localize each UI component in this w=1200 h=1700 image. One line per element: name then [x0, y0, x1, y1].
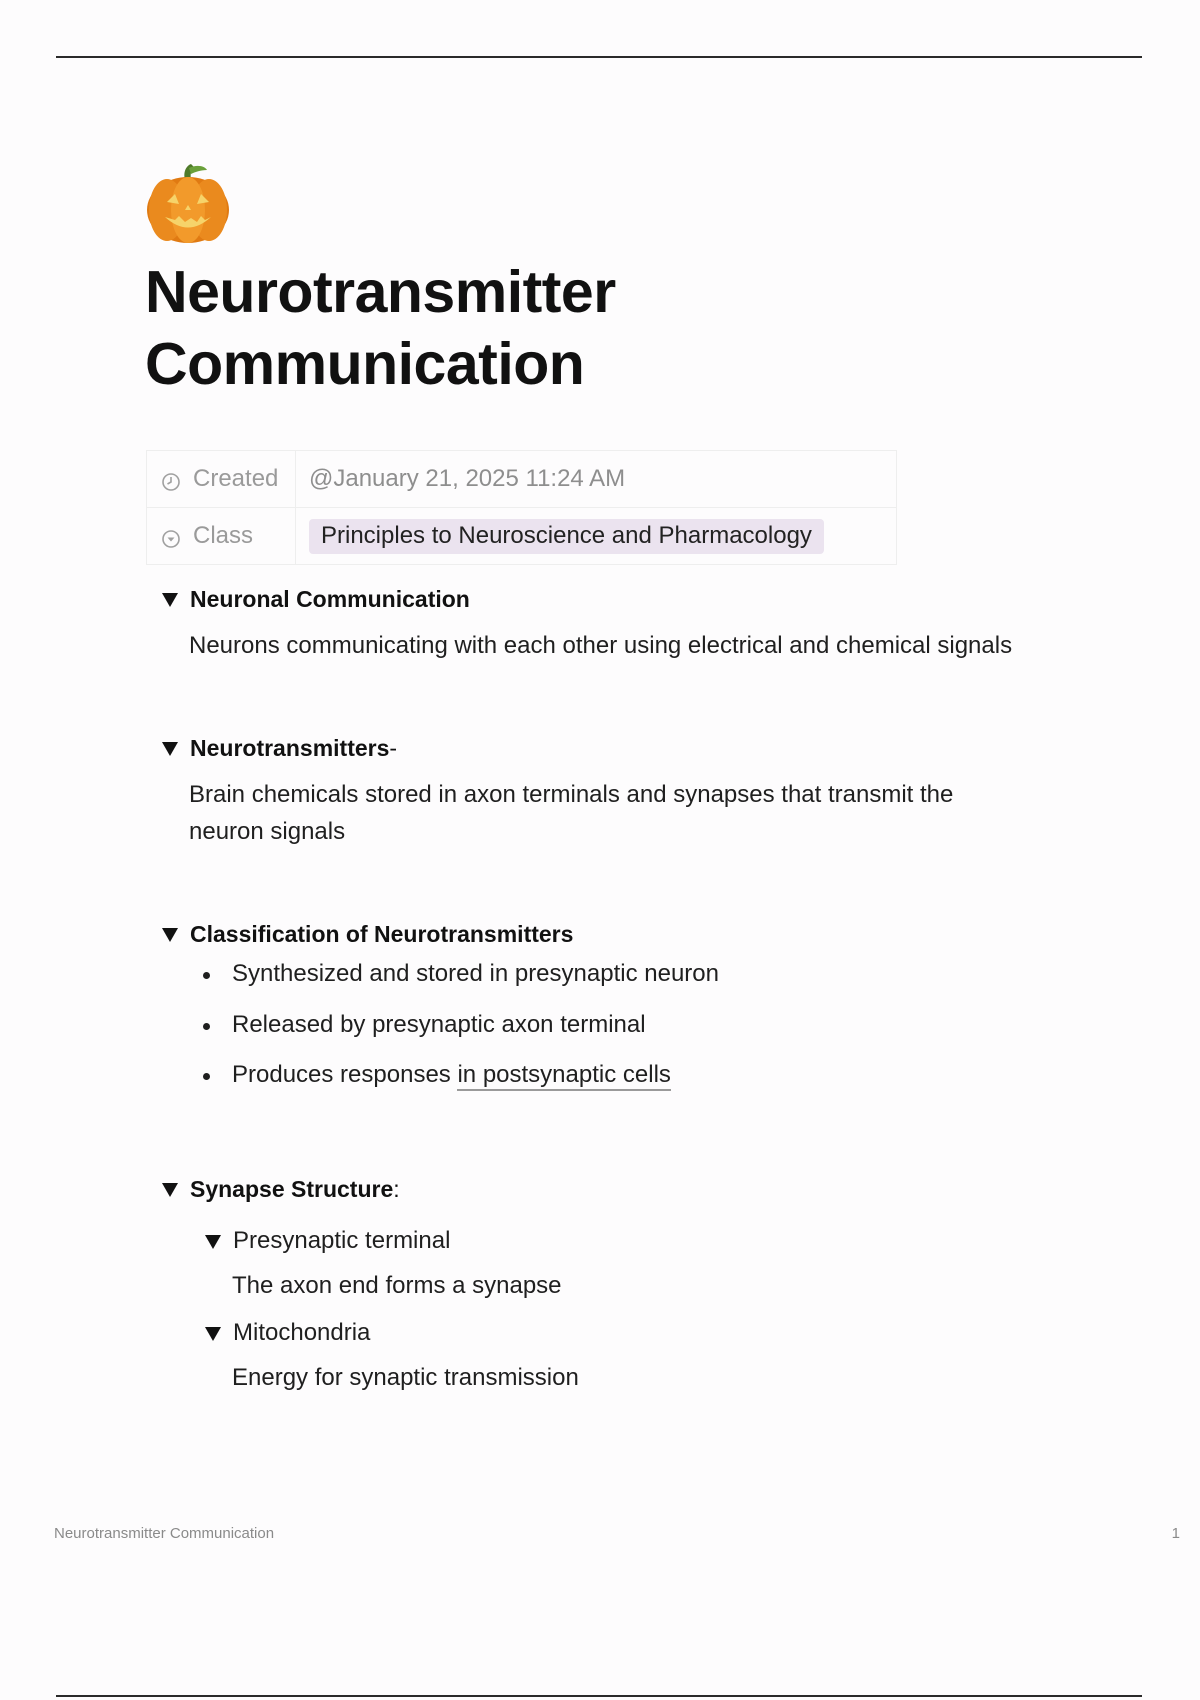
- toggle-body-text: Neurons communicating with each other using electrical and chemical signals: [189, 632, 1013, 659]
- heading-suffix: -: [389, 734, 398, 761]
- properties-table: [146, 450, 897, 565]
- property-key-class: Class: [193, 522, 254, 549]
- sub-toggle-body: Energy for synaptic transmission: [232, 1364, 579, 1391]
- class-tag[interactable]: Principles to Neuroscience and Pharmacology: [309, 519, 824, 554]
- created-date-value[interactable]: @January 21, 2025 11:24 AM: [296, 451, 897, 508]
- toggle-header[interactable]: [162, 584, 1112, 614]
- triangle-down-icon[interactable]: [162, 1183, 178, 1197]
- property-row-class: [147, 508, 897, 565]
- toggle-heading: Neuronal Communication: [190, 585, 470, 612]
- bottom-rule: [56, 1695, 1142, 1697]
- triangle-down-icon[interactable]: [162, 742, 178, 756]
- sub-toggle-presynaptic-terminal: [205, 1226, 1112, 1301]
- sub-toggle-heading: Mitochondria: [233, 1319, 371, 1346]
- toggle-neurotransmitters: [162, 733, 1112, 850]
- sub-toggle-header[interactable]: [205, 1226, 1112, 1256]
- toggle-heading: Classification of Neurotransmitters: [190, 920, 574, 947]
- jack-o-lantern-icon: [145, 160, 231, 246]
- property-row-created: [147, 451, 897, 508]
- heading-suffix: :: [393, 1175, 400, 1202]
- property-key-created: Created: [193, 465, 279, 492]
- toggle-header[interactable]: [162, 919, 1112, 949]
- top-rule: [56, 56, 1142, 58]
- page-title: Neurotransmitter Communication: [145, 259, 616, 397]
- triangle-down-icon[interactable]: [205, 1327, 221, 1341]
- clock-icon: [161, 472, 181, 492]
- toggle-body-text: Brain chemicals stored in axon terminals and synapses that transmit the neuron signals: [189, 781, 954, 845]
- toggle-heading: Neurotransmitters: [190, 734, 390, 761]
- list-item: Released by presynaptic axon terminal: [189, 1010, 1112, 1061]
- sub-toggle-heading: Presynaptic terminal: [233, 1227, 451, 1254]
- list-item: Produces responses in postsynaptic cells: [189, 1060, 1112, 1111]
- toggle-synapse-structure: [162, 1174, 1112, 1410]
- toggle-header[interactable]: [162, 733, 1112, 763]
- list-item: Synthesized and stored in presynaptic neuron: [189, 959, 1112, 1010]
- toggle-heading: Synapse Structure: [190, 1175, 394, 1202]
- bullet-list: [189, 959, 1112, 1111]
- sub-toggle-body: The axon end forms a synapse: [232, 1272, 562, 1299]
- triangle-down-icon[interactable]: [205, 1235, 221, 1249]
- triangle-down-icon[interactable]: [162, 928, 178, 942]
- select-icon: [161, 529, 181, 549]
- sub-toggle-mitochondria: [205, 1318, 1112, 1393]
- footer-title: Neurotransmitter Communication: [54, 1525, 275, 1542]
- toggle-header[interactable]: [162, 1174, 1112, 1204]
- triangle-down-icon[interactable]: [162, 593, 178, 607]
- footer-page-number: 1: [1171, 1525, 1180, 1542]
- underlined-text: in postsynaptic cells: [457, 1061, 670, 1091]
- toggle-classification: [162, 919, 1112, 1111]
- sub-toggle-header[interactable]: [205, 1318, 1112, 1348]
- toggle-neuronal-communication: [162, 584, 1112, 664]
